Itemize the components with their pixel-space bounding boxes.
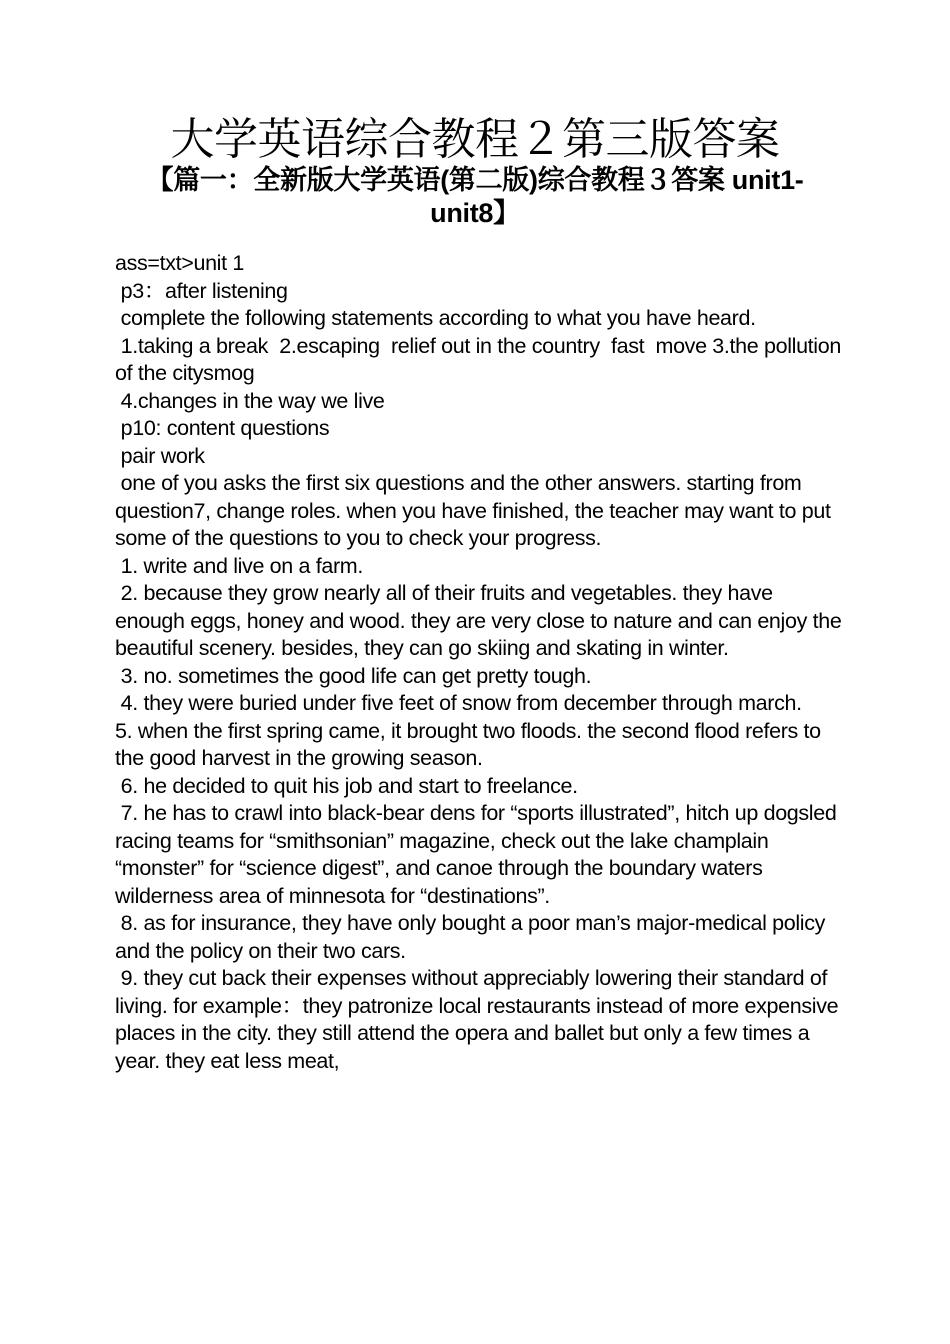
text-line: 7. he has to crawl into black-bear dens for “sports illustrated”, hitch up dogsled racing teams for “smithsonian” magazine, check out the lake champlain “monster” for “science digest”, and canoe through the boundary waters wilderness area of minnesota for “destinations”. [115, 801, 843, 908]
text-line: 3. no. sometimes the good life can get pretty tough. [115, 663, 592, 688]
text-line: 9. they cut back their expenses without appreciably lowering their standard of living. for example：they patronize local restaurants instead of more expensive places in the city. they still attend the opera and ballet but only a few times a year. they eat less meat, [115, 966, 844, 1073]
text-line: ass=txt>unit 1 [115, 251, 244, 275]
text-line: complete the following statements according to what you have heard. [115, 306, 756, 330]
text-line: 4. they were buried under five feet of snow from december through march. [115, 691, 802, 715]
text-line: 8. as for insurance, they have only bought a poor man’s major-medical policy and the policy on their two cars. [115, 911, 831, 963]
text-line: p10: content questions [115, 416, 330, 440]
text-line: pair work [115, 443, 205, 468]
text-line: 2. because they grow nearly all of their fruits and vegetables. they have enough eggs, honey and wood. they are very close to nature and can enjoy the beautiful scenery. besides, they can go skiing and skating in winter. [115, 581, 848, 660]
text-line: 5. when the first spring came, it brought two floods. the second flood refers to the good harvest in the growing season. [115, 718, 827, 770]
text-line: 4.changes in the way we live [115, 388, 385, 413]
text-line: p3：after listening [115, 278, 288, 303]
text-line: 1. write and live on a farm. [115, 553, 363, 578]
page-subtitle: 【篇一：全新版大学英语(第二版)综合教程３答案 unit1-unit8】 [146, 165, 804, 228]
text-line: one of you asks the first six questions and the other answers. starting from question7, change roles. when you have finished, the teacher may want to put some of the questions to you to check your progress. [115, 471, 837, 550]
answer-body [115, 250, 848, 1075]
text-line: 6. he decided to quit his job and start to freelance. [115, 773, 578, 798]
text-line: 1.taking a break 2.escaping relief out in the country fast move 3.the pollution of the citysmog [115, 333, 847, 385]
page-title: 大学英语综合教程２第三版答案 [170, 115, 780, 164]
